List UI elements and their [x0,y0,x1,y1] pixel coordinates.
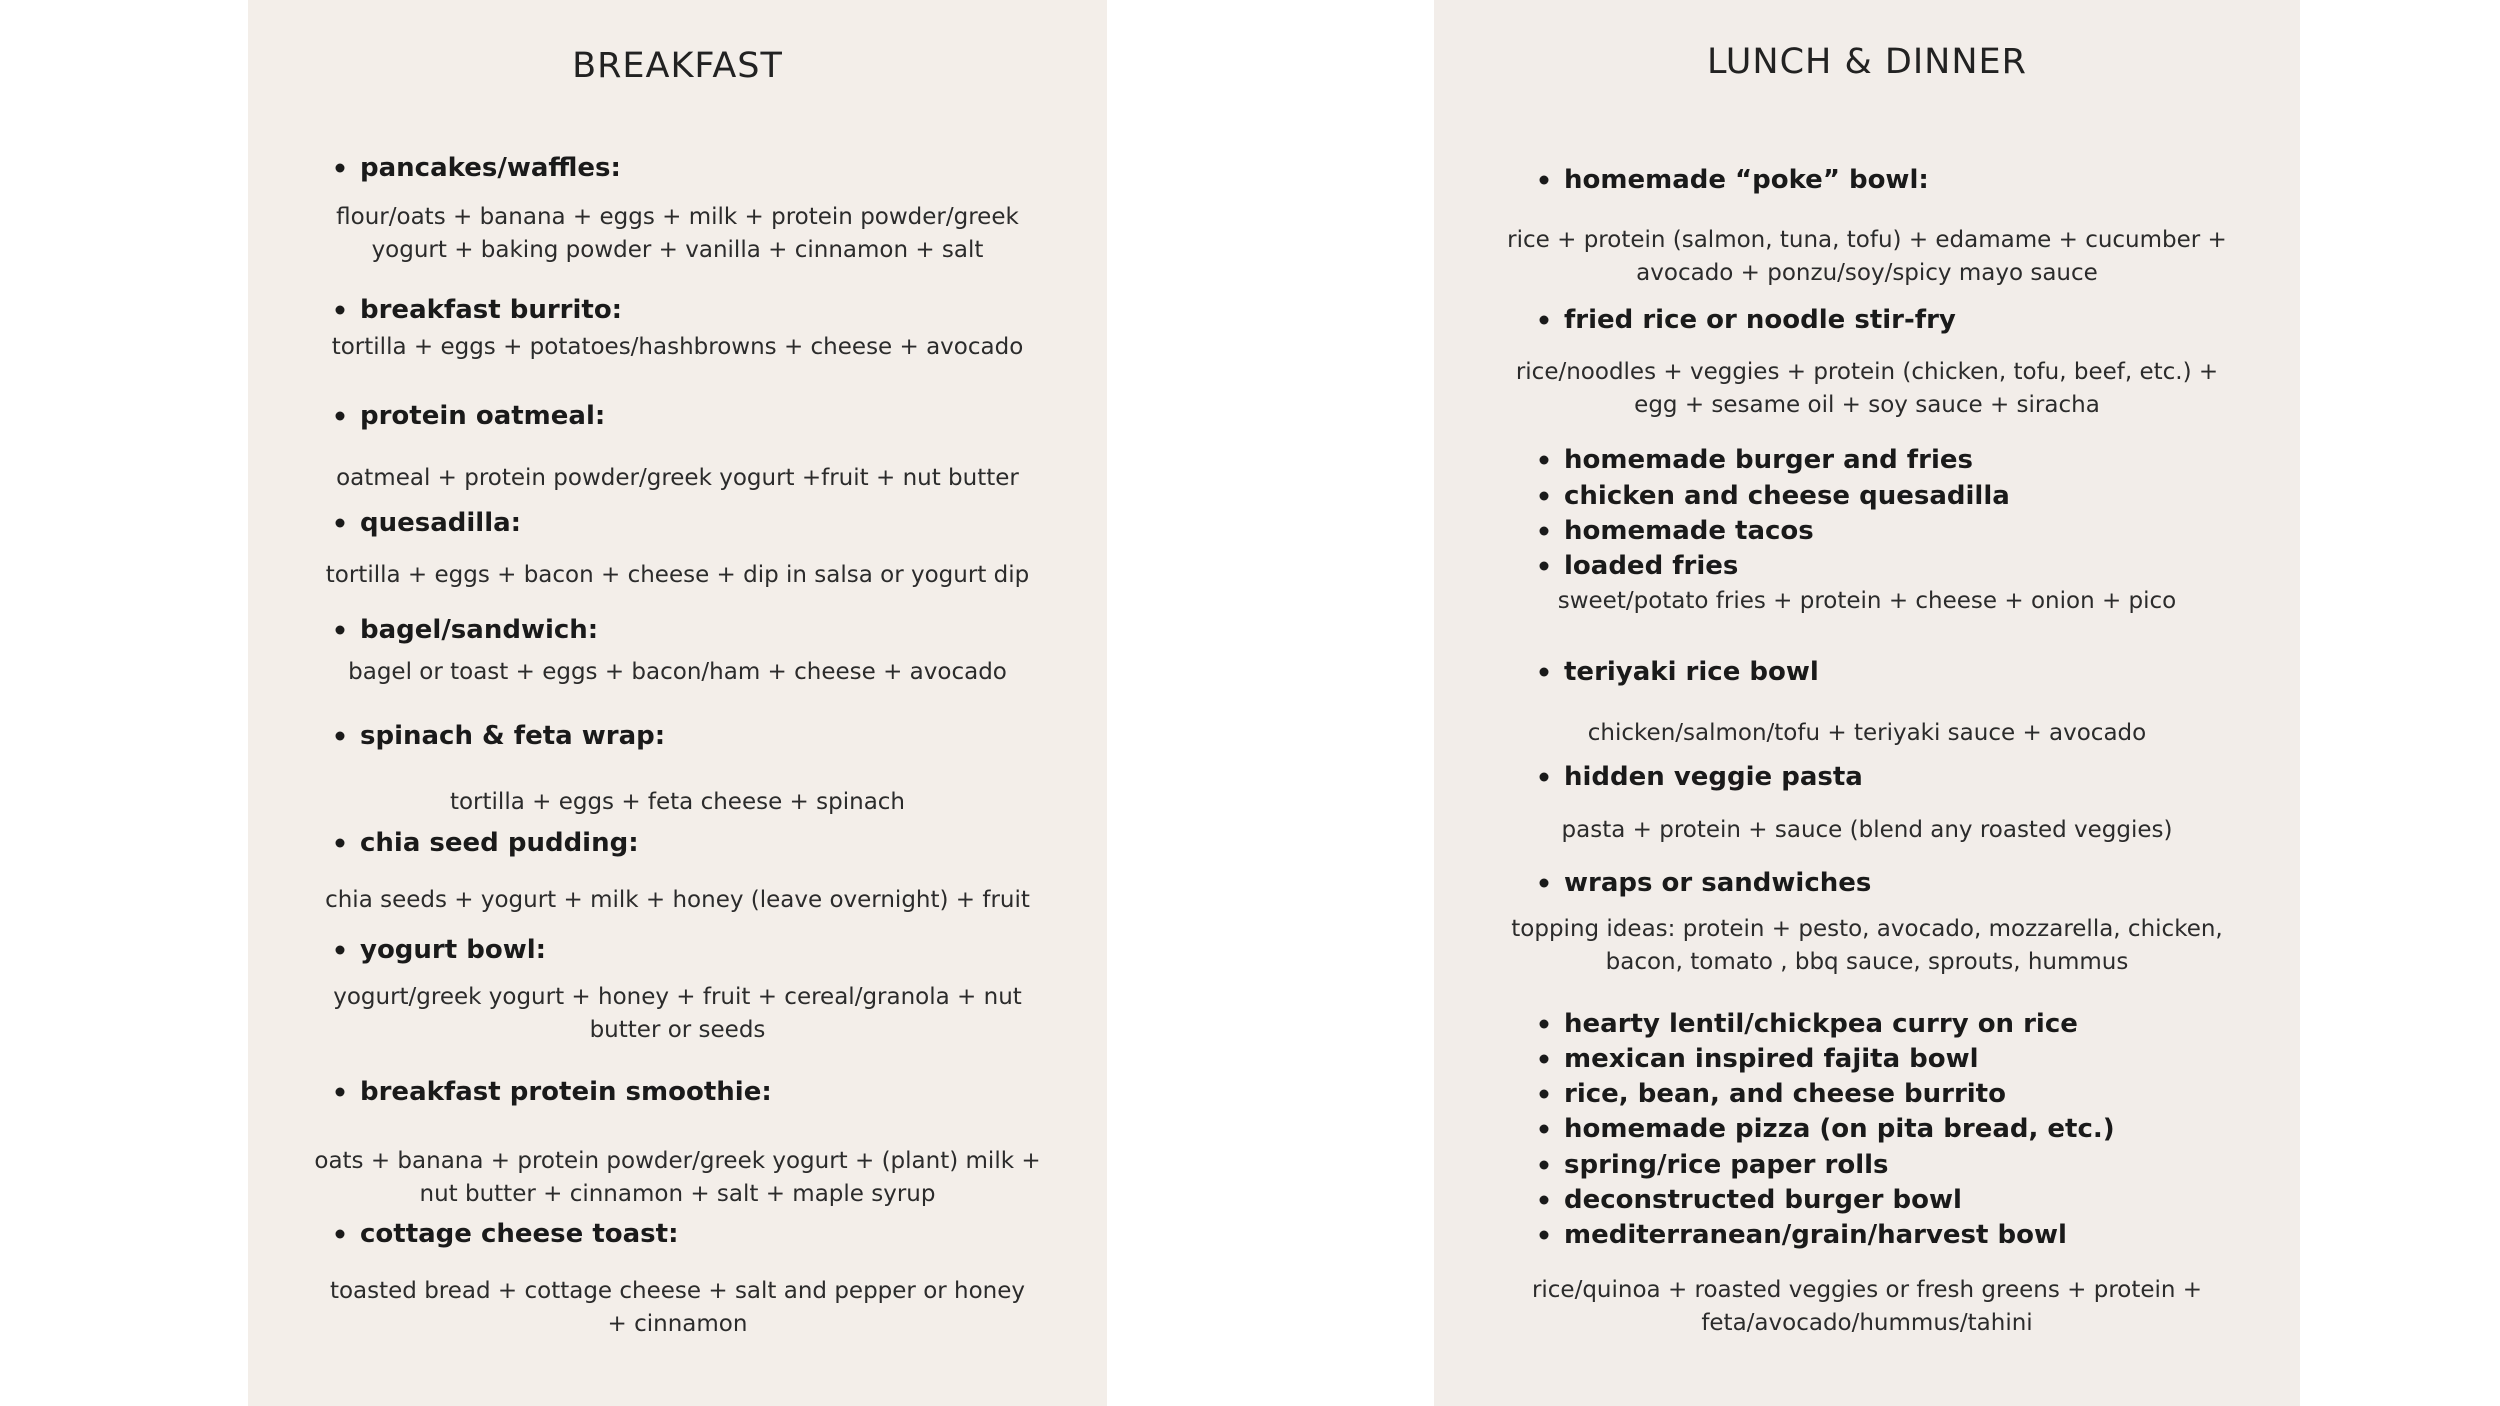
description-line: yogurt + baking powder + vanilla + cinnamon + salt [371,237,984,263]
bullet-icon [1540,1055,1549,1064]
item-label: teriyaki rice bowl [1564,657,1819,687]
description-line: avocado + ponzu/soy/spicy mayo sauce [1636,260,2098,286]
item-label: chicken and cheese quesadilla [1564,481,2010,511]
description-line: oats + banana + protein powder/greek yogurt + (plant) milk + [314,1148,1041,1174]
item-label: cottage cheese toast: [360,1219,679,1249]
item-label: mexican inspired fajita bowl [1564,1044,1979,1074]
breakfast-title: BREAKFAST [572,46,783,86]
item-description [248,1145,1107,1211]
bullet-icon [336,732,345,741]
bullet-icon [336,839,345,848]
item-description [248,786,1107,819]
bullet-icon [1540,316,1549,325]
lunch-dinner-title: LUNCH & DINNER [1707,42,2027,82]
bullet-icon [1540,176,1549,185]
item-label: quesadilla: [360,508,522,538]
item-label: deconstructed burger bowl [1564,1185,1962,1215]
item-label: breakfast burrito: [360,295,623,325]
description-line: tortilla + eggs + bacon + cheese + dip in salsa or yogurt dip [325,562,1030,588]
item-description [248,884,1107,917]
item-label: wraps or sandwiches [1564,868,1872,898]
item-label: homemade “poke” bowl: [1564,165,1929,195]
description-line: rice + protein (salmon, tuna, tofu) + edamame + cucumber + [1507,227,2227,253]
bullet-icon [1540,1231,1549,1240]
item-description [1434,356,2300,422]
bullet-icon [1540,456,1549,465]
bullet-icon [1540,1090,1549,1099]
item-description [1434,913,2300,979]
bullet-icon [1540,527,1549,536]
description-line: rice/quinoa + roasted veggies or fresh greens + protein + [1531,1277,2203,1303]
description-line: yogurt/greek yogurt + honey + fruit + cereal/granola + nut [333,984,1022,1010]
bullet-icon [336,1230,345,1239]
item-description [248,656,1107,689]
item-description [248,981,1107,1047]
item-description [248,559,1107,592]
bullet-icon [1540,1125,1549,1134]
description-line: chicken/salmon/tofu + teriyaki sauce + avocado [1587,720,2147,746]
bullet-icon [1540,879,1549,888]
description-line: toasted bread + cottage cheese + salt and pepper or honey [329,1278,1026,1304]
bullet-icon [336,519,345,528]
item-label: homemade burger and fries [1564,445,1973,475]
description-line: rice/noodles + veggies + protein (chicken, tofu, beef, etc.) + [1515,359,2219,385]
bullet-icon [1540,1196,1549,1205]
bullet-icon [1540,668,1549,677]
item-label: rice, bean, and cheese burrito [1564,1079,2006,1109]
item-description [1434,1274,2300,1340]
bullet-icon [336,412,345,421]
description-line: tortilla + eggs + feta cheese + spinach [449,789,906,815]
item-label: fried rice or noodle stir-fry [1564,305,1956,335]
bullet-icon [1540,562,1549,571]
item-label: homemade tacos [1564,516,1814,546]
bullet-icon [1540,773,1549,782]
breakfast-card [248,0,1107,1406]
description-line: nut butter + cinnamon + salt + maple syrup [419,1181,936,1207]
bullet-icon [1540,492,1549,501]
item-label: protein oatmeal: [360,401,606,431]
description-line: bacon, tomato , bbq sauce, sprouts, hummus [1605,949,2129,975]
item-label: mediterranean/grain/harvest bowl [1564,1220,2067,1250]
bullet-icon [336,306,345,315]
description-line: egg + sesame oil + soy sauce + siracha [1634,392,2100,418]
description-line: feta/avocado/hummus/tahini [1701,1310,2033,1336]
description-line: chia seeds + yogurt + milk + honey (leave overnight) + fruit [325,887,1030,913]
item-description [248,462,1107,495]
item-description [1434,717,2300,750]
lunch-dinner-card [1434,0,2300,1406]
item-label: hearty lentil/chickpea curry on rice [1564,1009,2078,1039]
item-description [1434,814,2300,847]
bullet-icon [1540,1020,1549,1029]
item-label: homemade pizza (on pita bread, etc.) [1564,1114,2115,1144]
description-line: topping ideas: protein + pesto, avocado, mozzarella, chicken, [1511,916,2223,942]
description-line: flour/oats + banana + eggs + milk + protein powder/greek [336,204,1019,230]
item-description [1434,585,2300,618]
item-label: chia seed pudding: [360,828,639,858]
item-description [248,201,1107,267]
item-label: hidden veggie pasta [1564,762,1863,792]
item-label: pancakes/waffles: [360,153,621,183]
item-label: breakfast protein smoothie: [360,1077,772,1107]
description-line: tortilla + eggs + potatoes/hashbrowns + cheese + avocado [331,334,1024,360]
bullet-icon [336,626,345,635]
item-label: yogurt bowl: [360,935,547,965]
bullet-icon [336,164,345,173]
description-line: oatmeal + protein powder/greek yogurt +fruit + nut butter [336,465,1019,491]
item-description [248,331,1107,364]
description-line: pasta + protein + sauce (blend any roasted veggies) [1561,817,2173,843]
item-label: loaded fries [1564,551,1739,581]
bullet-icon [1540,1161,1549,1170]
description-line: sweet/potato fries + protein + cheese + onion + pico [1557,588,2177,614]
item-description [248,1275,1107,1341]
bullet-icon [336,1088,345,1097]
description-line: bagel or toast + eggs + bacon/ham + cheese + avocado [348,659,1007,685]
item-label: bagel/sandwich: [360,615,599,645]
description-line: butter or seeds [589,1017,766,1043]
item-label: spring/rice paper rolls [1564,1150,1889,1180]
description-line: + cinnamon [607,1311,748,1337]
item-label: spinach & feta wrap: [360,721,666,751]
item-description [1434,224,2300,290]
bullet-icon [336,946,345,955]
